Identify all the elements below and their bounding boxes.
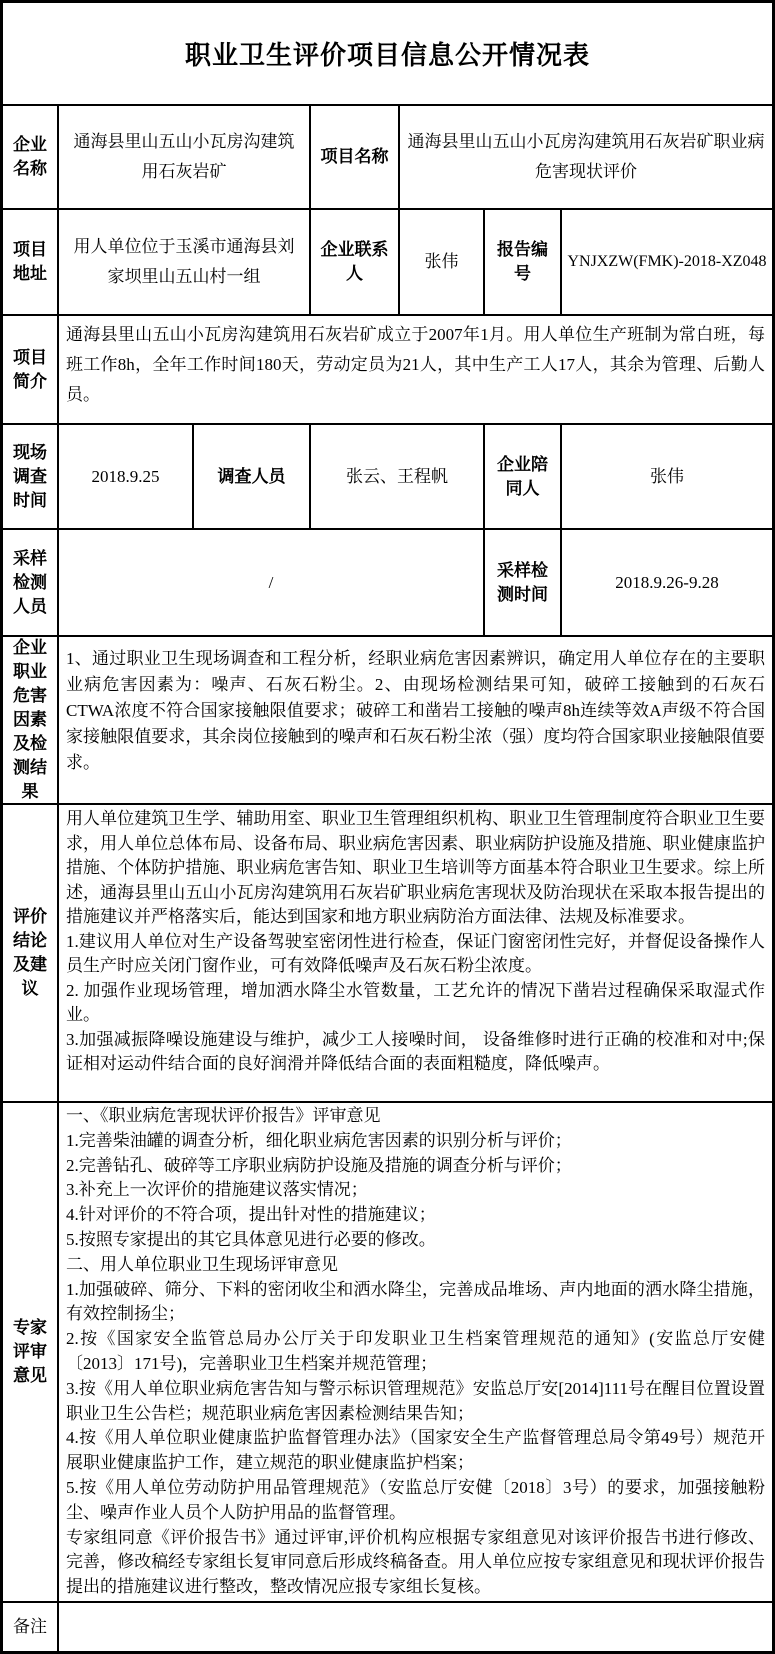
paragraph: 2.按《国家安全监管总局办公厅关于印发职业卫生档案管理规范的通知》(安监总厅安健〔2013〕171号)，完善职业卫生档案并规范管理； <box>66 1329 765 1373</box>
project-intro-label: 项目简介 <box>3 316 59 423</box>
accompanying-person-label: 企业陪同人 <box>485 425 562 528</box>
expert-review-label: 专家评审意见 <box>3 1103 59 1601</box>
expert-review-text <box>59 1103 772 1601</box>
row-site-survey <box>3 425 772 530</box>
row-company-project <box>3 106 772 210</box>
conclusion-text <box>59 805 772 1101</box>
contact-person-value: 张伟 <box>400 210 485 314</box>
project-name-value: 通海县里山五山小瓦房沟建筑用石灰岩矿职业病危害现状评价 <box>407 132 765 181</box>
paragraph: 一、《职业病危害现状评价报告》评审意见 <box>66 1106 381 1125</box>
paragraph: 1.完善柴油罐的调查分析，细化职业病危害因素的识别分析与评价； <box>66 1130 572 1150</box>
paragraph: 1.建议用人单位对生产设备驾驶室密闭性进行检查，保证门窗密闭性完好，并督促设备操作人员生产时应关闭门窗作业，可有效降低噪声及石灰石粉尘浓度。 <box>66 931 765 975</box>
surveyors-label: 调查人员 <box>194 425 311 528</box>
survey-date-value: 2018.9.25 <box>59 425 194 528</box>
paragraph: 4.按《用人单位职业健康监护监督管理办法》（国家安全生产监督管理总局令第49号）规范开展职业健康监护工作，建立规范的职业健康监护档案； <box>66 1428 765 1473</box>
project-name-label: 项目名称 <box>311 106 400 208</box>
sampling-date-value: 2018.9.26-9.28 <box>615 572 719 592</box>
project-address-value: 用人单位位于玉溪市通海县刘家坝里山五山村一组 <box>59 210 311 314</box>
paragraph: 3.按《用人单位职业病危害告知与警示标识管理规范》安监总厅安[2014]111号在醒目位置设置职业卫生公告栏；规范职业病危害因素检测结果告知； <box>66 1378 765 1423</box>
project-intro-text: 通海县里山五山小瓦房沟建筑用石灰岩矿成立于2007年1月。用人单位生产班制为常白班，每班工作8h，全年工作时间180天，劳动定员为21人，其中生产工人17人，其余为管理、后勤人员。 <box>66 325 765 404</box>
row-sampling <box>3 530 772 637</box>
paragraph: 2.完善钻孔、破碎等工序职业病防护设施及措施的调查分析与评价； <box>66 1155 572 1175</box>
paragraph: 5.按《用人单位劳动防护用品管理规范》（安监总厅安健〔2018〕3号）的要求，加强接触粉尘、噪声作业人员个人防护用品的监督管理。 <box>66 1477 765 1522</box>
company-name-label: 企业名称 <box>3 106 59 208</box>
paragraph: 3.加强减振降噪设施建设与维护，减少工人接噪时间， 设备维修时进行正确的校准和对中;保证相对运动件结合面的良好润滑并降低结合面的表面粗糙度，降低噪声。 <box>66 1029 765 1073</box>
report-no-value: YNJXZW(FMK)-2018-XZ048 <box>567 253 767 270</box>
sampling-staff-value: / <box>59 530 485 635</box>
paragraph: 二、用人单位职业卫生现场评审意见 <box>66 1254 338 1274</box>
row-conclusion-suggestions <box>3 805 772 1103</box>
paragraph: 4.针对评价的不符合项，提出针对性的措施建议； <box>66 1205 436 1225</box>
row-project-intro <box>3 316 772 425</box>
sampling-staff-label: 采样检测人员 <box>3 530 59 635</box>
surveyors-value: 张云、王程帆 <box>311 425 485 528</box>
survey-date-label: 现场调查时间 <box>3 425 59 528</box>
contact-person-label: 企业联系人 <box>311 210 400 314</box>
report-no-label: 报告编号 <box>485 210 562 314</box>
hazard-factors-label: 企业职业危害因素及检测结果 <box>3 637 59 803</box>
title-row <box>3 3 772 106</box>
paragraph: 2. 加强作业现场管理，增加洒水降尘水管数量，工艺允许的情况下凿岩过程确保采取湿式作业。 <box>66 980 765 1024</box>
project-address-label: 项目地址 <box>3 210 59 314</box>
remarks-value <box>59 1603 772 1651</box>
row-remarks <box>3 1603 772 1651</box>
page-title: 职业卫生评价项目信息公开情况表 <box>184 41 590 70</box>
company-name-value: 通海县里山五山小瓦房沟建筑用石灰岩矿 <box>59 106 311 208</box>
paragraph: 用人单位建筑卫生学、辅助用室、职业卫生管理组织机构、职业卫生管理制度符合职业卫生要求，用人单位总体布局、设备布局、职业病危害因素、职业病防护设施及措施、职业健康监护措施、个体防护措施、职业病危害告知、职业卫生培训等方面基本符合职业卫生要求。综上所述，通海县里山五山小瓦房沟建筑用石灰岩矿职业病危害现状及防治现状在采取本报告提出的措施建议并严格落实后，能达到国家和地方职业病防治方面法律、法规及标准要求。 <box>66 809 765 926</box>
paragraph: 1.加强破碎、筛分、下料的密闭收尘和洒水降尘，完善成品堆场、声内地面的洒水降尘措施，有效控制扬尘； <box>66 1279 765 1324</box>
hazard-factors-text: 1、通过职业卫生现场调查和工程分析，经职业病危害因素辨识，确定用人单位存在的主要职业病危害因素为：噪声、石灰石粉尘。2、由现场检测结果可知，破碎工接触到的石灰石CTWA浓度不符合国家接触限值要求；破碎工和凿岩工接触的噪声8h连续等效A声级不符合国家接触限值要求，其余岗位接触到的噪声和石灰石粉尘浓（强）度均符合国家职业接触限值要求。 <box>66 649 765 772</box>
accompanying-person-value: 张伟 <box>650 466 684 486</box>
paragraph: 3.补充上一次评价的措施建议落实情况； <box>66 1180 368 1200</box>
paragraph: 专家组同意《评价报告书》通过评审,评价机构应根据专家组意见对该评价报告书进行修改、完善，修改稿经专家组长复审同意后形成终稿备查。用人单位应按专家组意见和现状评价报告提出的措施建议进行整改，整改情况应报专家组长复核。 <box>66 1527 765 1597</box>
paragraph: 5.按照专家提出的其它具体意见进行必要的修改。 <box>66 1229 436 1249</box>
sampling-date-label: 采样检测时间 <box>485 530 562 635</box>
remarks-label: 备注 <box>3 1603 59 1651</box>
row-address-contact <box>3 210 772 316</box>
row-hazard-factors <box>3 637 772 805</box>
row-expert-review <box>3 1103 772 1603</box>
conclusion-label: 评价结论及建议 <box>3 805 59 1101</box>
